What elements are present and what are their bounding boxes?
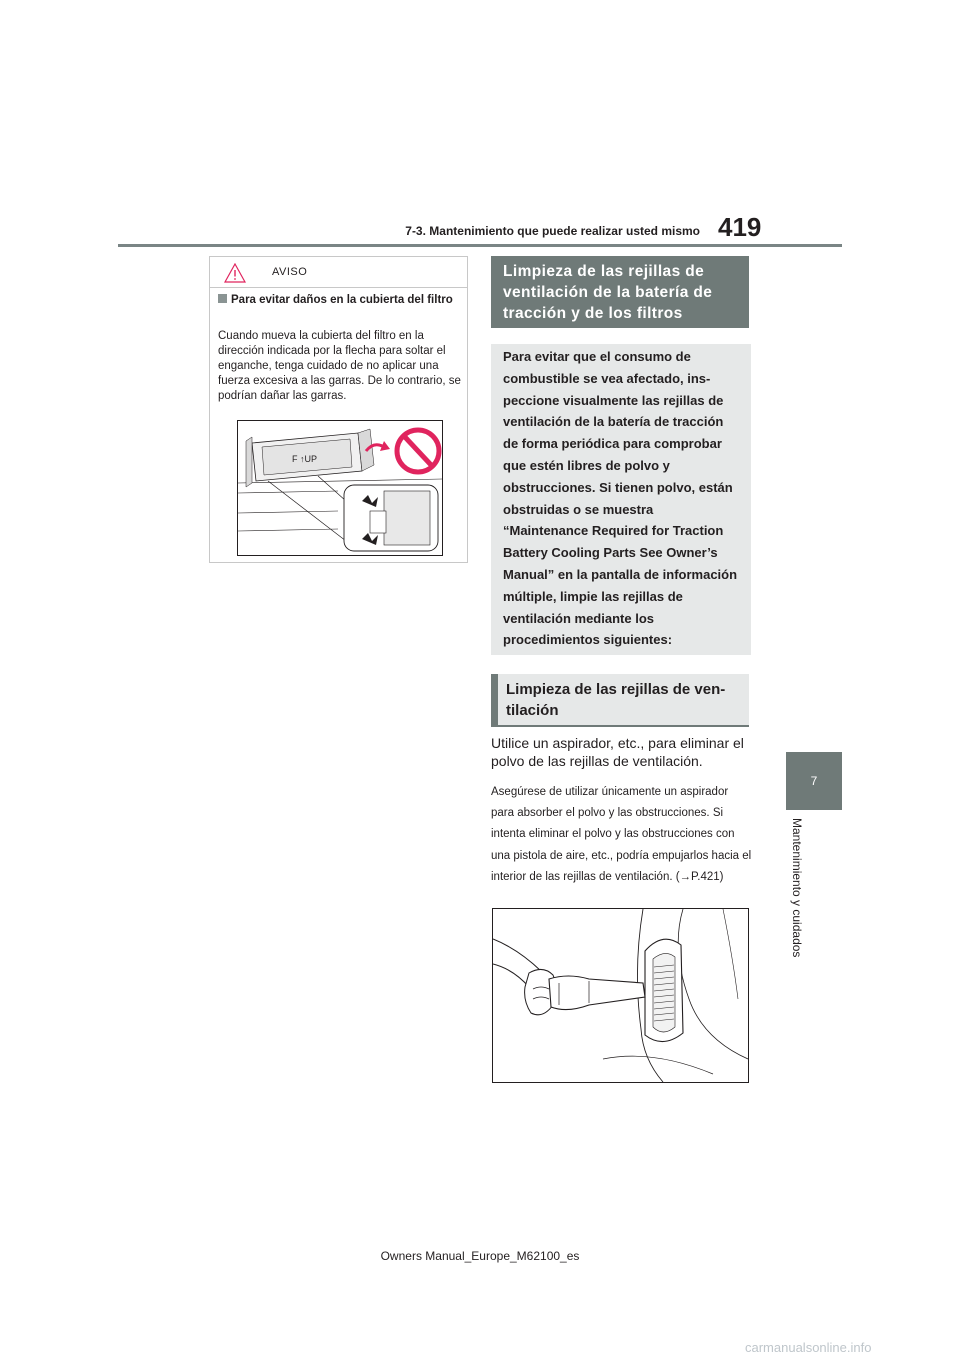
figure-label: F ↑UP [292, 454, 318, 464]
instruction-paragraph: Utilice un aspirador, etc., para eliminar el polvo de las rejillas de ventilación. [491, 735, 744, 769]
chapter-tab [786, 752, 842, 810]
warning-subtitle-text: Para evitar daños en la cubierta del filtro [231, 294, 453, 306]
subsection-heading: Limpieza de las rejillas de ventilación [491, 674, 749, 726]
intro-box [491, 344, 751, 655]
section-title: 7-3. Mantenimiento que puede realizar usted mismo [405, 224, 700, 238]
chapter-number: 7 [810, 774, 818, 788]
vacuum-cleaning-drawing [493, 909, 748, 1082]
warning-box [209, 256, 468, 563]
header-divider [118, 244, 842, 247]
chapter-label-container [790, 818, 810, 988]
warning-triangle-icon [224, 263, 246, 283]
filter-cover-illustration [237, 420, 443, 556]
vacuum-cleaning-illustration [492, 908, 749, 1083]
square-bullet-icon [218, 294, 227, 303]
footer-text: Owners Manual_Europe_M62100_es [380, 1249, 580, 1263]
chapter-label: Mantenimiento y cuidados [790, 818, 804, 958]
watermark: carmanualsonline.info [745, 1340, 872, 1355]
warning-body: Cuando mueva la cubierta del filtro en la dirección indicada por la flecha para soltar el enganche, tenga cuidado de no aplicar una fuerza excesiva a las garras. De lo contrario, se podrían dañar las garras. [218, 330, 461, 402]
warning-subtitle [218, 293, 464, 308]
section-heading: Limpieza de las rejillas de ventilación de la batería de tracción y de los filtros [491, 256, 749, 328]
subsection-rule [491, 725, 749, 727]
warning-title: AVISO [272, 266, 308, 278]
warning-header [210, 257, 467, 288]
page-number: 419 [718, 212, 762, 242]
note-paragraph: Asegúrese de utilizar únicamente un aspirador para absorber el polvo y las obstrucciones. Si intenta eliminar el polvo y las obstrucciones con una pistola de aire, etc., podría empujarlos hacia el interior de las rejillas de ventilación. (→P.421) [491, 786, 752, 883]
intro-text: Para evitar que el consumo de combustible se vea afectado, inspeccione visualmente las rejillas de ventilación de la batería de tracción de forma periódica para comprobar que estén libres de polvo y obstrucciones. Si tienen polvo, están obstruidas o se muestra “Maintenance Required for Traction Battery Cooling Parts See Owner’s Manual” en la pantalla de información múltiple, limpie las rejillas de ventilación mediante los procedimientos siguientes: [503, 349, 738, 648]
filter-cover-drawing [238, 421, 442, 555]
